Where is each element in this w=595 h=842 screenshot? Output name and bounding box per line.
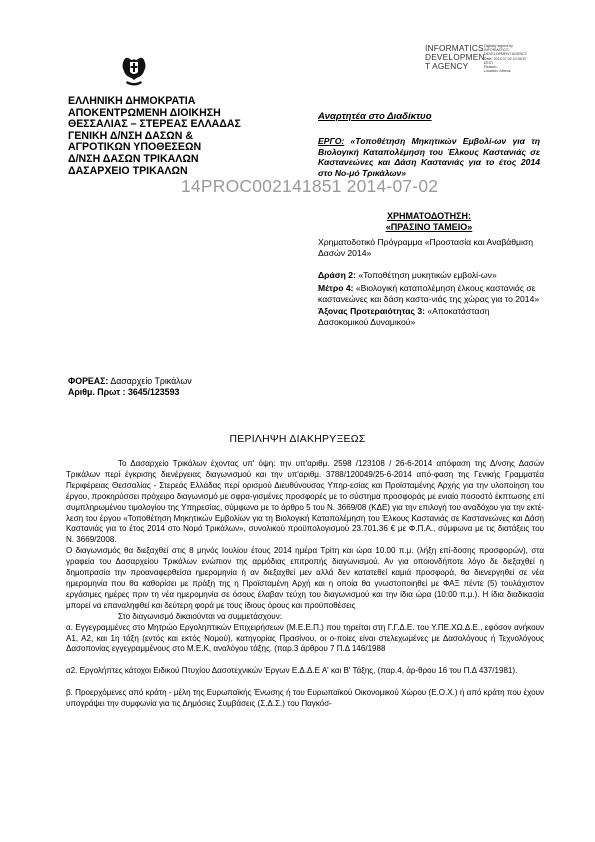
measure-item: Δράση 2: «Τοποθέτηση μυκητικών εμβολί-ων» (318, 270, 497, 280)
measures-list (318, 270, 540, 330)
spacer (66, 655, 544, 666)
entity-info (68, 376, 192, 398)
body-paragraph: Ο διαγωνισμός θα διεξαχθεί στις 8 μηνός Ιουλίου έτους 2014 ημέρα Τρίτη και ώρα 10.00 π.μ. (λήξη επί-δοσης προσφορών), στα γραφεία του Δασαρχείου Τρικάλων ενώπιον της αρμόδιας επιτροπής διαγωνισμού. Αν για οποιονδήποτε λόγο δε διεξαχθεί η δημοπρασία την προαναφερθείσα ημερομηνία ή αν διεξαχθεί μεν αλλά δεν κατατεθεί καμιά προσφορά, θα διενεργηθεί σε νέα ημερομηνία που θα καθορίσει με πράξη της η Προϊσταμένη Αρχή και η οποία θα γνωστοποιηθεί με ΦΑΞ πέντε (5) τουλάχιστον εργάσιμες ημέρες πριν τη νέα ημερομηνία σε όσους έλαβαν τεύχη του διαγωνισμού και την ίδια ώρα (10:00 π.μ.). Η ίδια διαδικασία μπορεί να επαναληφθεί και δεύτερη φορά με τους ίδιους όρους και προϋποθέσεις (66, 546, 544, 610)
greek-emblem-icon (121, 56, 147, 88)
signature-details: Digitally signed by INFORMATICS DEVELOPMENT AGENCY Date: 2014.07.02 10:36:57 EEST Reason: Location: Athens (484, 44, 528, 74)
section-title: ΠΕΡΙΛΗΨΗ ΔΙΑΚΗΡΥΞΕΩΣ (229, 434, 366, 445)
digital-signature (425, 43, 585, 74)
posted-online-label: Αναρτητέα στο Διαδίκτυο (318, 111, 432, 122)
measure-item: Άξονας Προτεραιότητας 3: «Αποκατάσταση Δασοκομικού Δυναμικού» (318, 306, 490, 328)
ada-watermark: 14PROC002141851 2014-07-02 (181, 176, 439, 196)
declaration-body (66, 459, 544, 710)
protocol-number: Αριθμ. Πρωτ : 3645/123593 (68, 387, 180, 397)
issuing-authority: ΕΛΛΗΝΙΚΗ ΔΗΜΟΚΡΑΤΙΑ ΑΠΟΚΕΝΤΡΩΜΕΝΗ ΔΙΟΙΚΗΣΗ ΘΕΣΣΑΛΙΑΣ – ΣΤΕΡΕΑΣ ΕΛΛΑΔΑΣ ΓΕΝΙΚΗ Δ/ΝΣΗ ΔΑΣΩΝ & ΑΓΡΟΤΙΚΩΝ ΥΠΟΘΕΣΕΩΝ Δ/ΝΣΗ ΔΑΣΩΝ ΤΡΙΚΑΛΩΝ ΔΑΣΑΡΧΕΙΟ ΤΡΙΚΑΛΩΝ (68, 95, 241, 177)
project-label: ΕΡΓΟ: (318, 136, 345, 146)
body-paragraph: α2. Εργολήπτες κάτοχοι Ειδικού Πτυχίου Δασοτεχνικών Έργων Ε.Δ.Δ.Ε Α' και Β' Τάξης, (παρ.4, άρ-θρου 16 του Π.Δ 437/1981). (66, 666, 518, 676)
signer-name: INFORMATICS DEVELOPMEN T AGENCY (425, 43, 485, 71)
body-paragraph: β. Προερχόμενες από κράτη - μέλη της Ευρωπαϊκής Ένωσης ή του Ευρωπαϊκού Οικονομικού Χώρου (Ε.Ο.Χ.) ή από κράτη που έχουν υπογράψει την συμφωνία για τις Δημόσιες Συμβάσεις (Σ.Δ.Σ.) του Παγκόσ- (66, 688, 544, 709)
body-paragraph: Το Δασαρχείο Τρικάλων έχοντας υπ' όψη: την υπ'αριθμ. 2598 /123108 / 26-6-2014 απόφαση της Δ/νσης Δασών Τρικάλων περί έγκρισης διενέργειας διαγωνισμού και την υπ'αριθμ. 3788/120049/25-6-2014 από-φαση της Γενικής Γραμματέα Περιφέρειας Θεσσαλίας - Στερεάς Ελλάδας περί ορισμού Διευθύνουσας Υπηρ-εσίας και Προϊσταμένης Αρχής για την υλοποίηση του έργου, προκηρύσσει πρόχειρο διαγωνισμό με σφρα-γισμένες προσφορές με το σύστημα προσφοράς με ενιαίο ποσοστό έκπτωσης επί συμπληρωμένου τιμολογίου της Υπηρεσίας, σύμφωνα με το άρθρο 5 του Ν. 3669/08 (ΚΔΕ) για την επιλογή του αναδόχου για την εκτέ-λεση του έργου «Τοποθέτηση Μηκητικών Εμβολίων για τη Βιολογική Καταπολέμηση του Έλκους Καστανιάς σε Καστανεώνες και Δάση Καστανιάς για το έτος 2014 στο Νομό Τρικάλων», συνολικού προϋπολογισμού 23.701,36 € με Φ.Π.Α., σύμφωνα με τις διατάξεις του Ν. 3669/2008. (66, 459, 544, 545)
project-text: «Τοποθέτηση Μηκητικών Εμβολί-ων για τη Βιολογική Καταπολέμηση του Έλκους Καστανιάς σε Καστανεώνες και Δάση Καστανιάς για το έτος 2014 στο Νο-μό Τρικάλων» (318, 136, 540, 178)
funding-program: Χρηματοδοτικό Πρόγραμμα «Προστασία και Αναβάθμιση Δασών 2014» (318, 237, 533, 258)
spacer (66, 677, 544, 688)
body-paragraph: Στο διαγωνισμό δικαιούνται να συμμετάσχουν: (118, 611, 282, 621)
measure-item: Μέτρο 4: «Βιολογική καταπολέμηση έλκους καστανιάς σε καστανεώνες και δάση καστα-νιάς της χώρας για το 2014» (318, 282, 540, 304)
project-description (318, 136, 540, 178)
body-paragraph: α. Εγγεγραμμένες στο Μητρώο Εργοληπτικών Επιχειρήσεων (Μ.Ε.Ε.Π.) που τηρείται στη Γ.Γ.Δ.Ε. του Υ.ΠΕ.ΧΩ.Δ.Ε., εφόσον ανήκουν Α1, Α2, και 1η τάξη (εντός και εκτός Νομού), κατηγορίας Πρασίνου, οι ο-ποίες είναι στελεχωμένες με Δασολόγους ή Τεχνολόγους Δασοπονίας εγγεγραμμένους στο Μ.Ε.Κ, αναλόγου τάξης. (παρ.3 άρθρου 7 Π.Δ 146/1988 (66, 622, 544, 654)
funding-title: ΧΡΗΜΑΤΟΔΟΤΗΣΗ: «ΠΡΑΣΙΝΟ ΤΑΜΕΙΟ» (385, 211, 473, 232)
foreas-line: ΦΟΡΕΑΣ: Δασαρχείο Τρικάλων (68, 376, 192, 386)
